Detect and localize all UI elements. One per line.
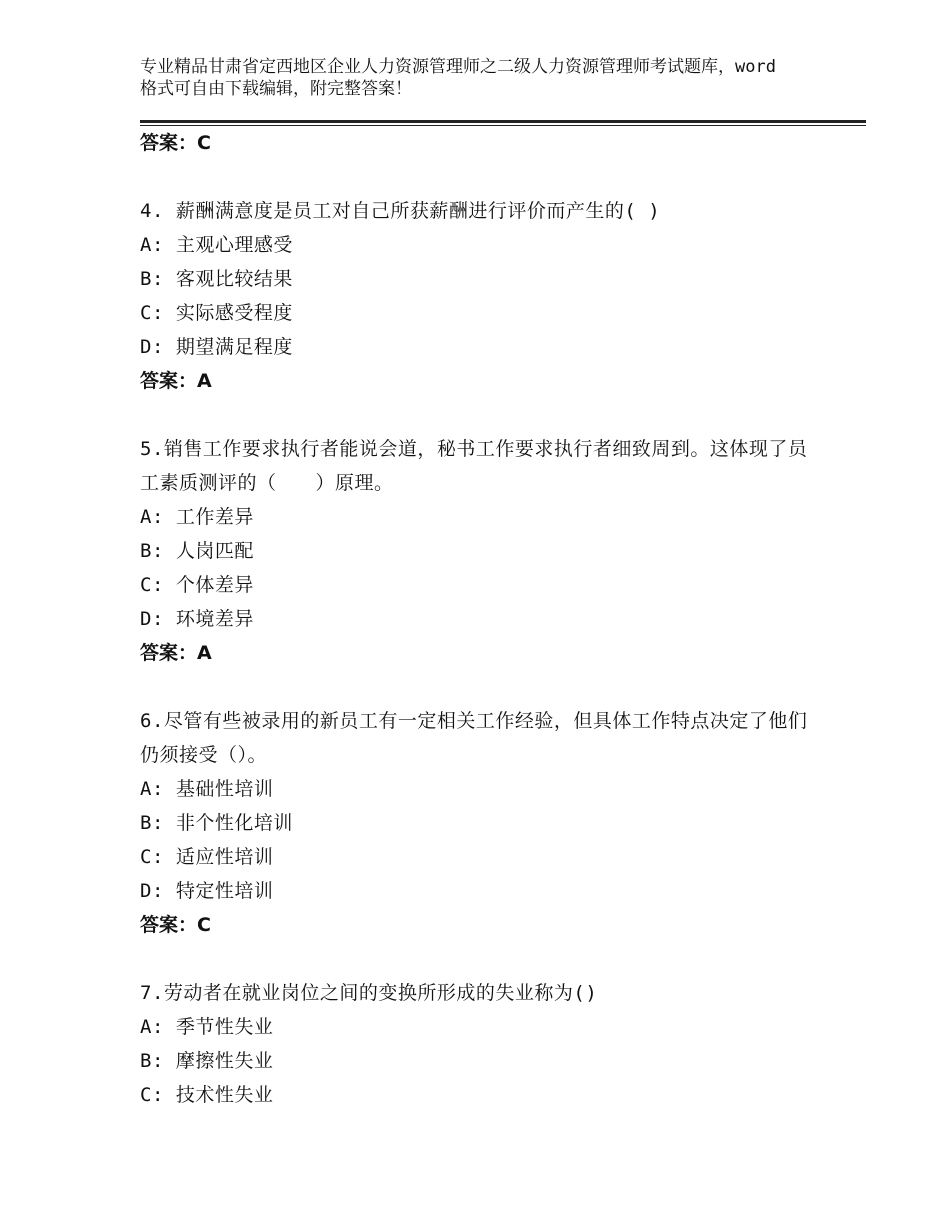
question-list xyxy=(140,126,820,1112)
question-stem: 6.尽管有些被录用的新员工有一定相关工作经验，但具体工作特点决定了他们仍须接受（）。 xyxy=(140,710,808,766)
option-c: C: 个体差异 xyxy=(140,574,254,596)
option-a: A: 主观心理感受 xyxy=(140,234,293,256)
answer-value: C xyxy=(197,914,211,936)
option-b: B: 非个性化培训 xyxy=(140,812,293,834)
answer-line xyxy=(140,364,820,398)
question-item xyxy=(140,704,820,942)
answer-value: C xyxy=(197,132,211,154)
option-c: C: 适应性培训 xyxy=(140,846,274,868)
answer-line xyxy=(140,908,820,942)
option-a: A: 工作差异 xyxy=(140,506,254,528)
answer-value: A xyxy=(197,642,212,664)
answer-line xyxy=(140,126,820,160)
option-b: B: 人岗匹配 xyxy=(140,540,254,562)
option-d: D: 特定性培训 xyxy=(140,880,274,902)
option-c: C: 技术性失业 xyxy=(140,1084,274,1106)
answer-label: 答案： xyxy=(140,642,198,664)
option-b: B: 客观比较结果 xyxy=(140,268,293,290)
answer-line xyxy=(140,636,820,670)
option-c: C: 实际感受程度 xyxy=(140,302,293,324)
option-a: A: 基础性培训 xyxy=(140,778,274,800)
page-header-title: 专业精品甘肃省定西地区企业人力资源管理师之二级人力资源管理师考试题库，word格式可自由下载编辑，附完整答案！ xyxy=(140,57,776,99)
option-a: A: 季节性失业 xyxy=(140,1016,274,1038)
question-stem: 7.劳动者在就业岗位之间的变换所形成的失业称为() xyxy=(140,982,598,1004)
option-d: D: 期望满足程度 xyxy=(140,336,293,358)
answer-value: A xyxy=(197,370,212,392)
question-item xyxy=(140,976,820,1112)
question-item xyxy=(140,194,820,398)
answer-label: 答案： xyxy=(140,132,198,154)
answer-label: 答案： xyxy=(140,370,198,392)
option-d: D: 环境差异 xyxy=(140,608,254,630)
question-stem: 4. 薪酬满意度是员工对自己所获薪酬进行评价而产生的( ) xyxy=(140,200,661,222)
header-divider-thick xyxy=(140,120,866,123)
question-stem: 5.销售工作要求执行者能说会道，秘书工作要求执行者细致周到。这体现了员工素质测评的（ ）原理。 xyxy=(140,438,808,494)
question-item xyxy=(140,432,820,670)
answer-label: 答案： xyxy=(140,914,198,936)
option-b: B: 摩擦性失业 xyxy=(140,1050,274,1072)
